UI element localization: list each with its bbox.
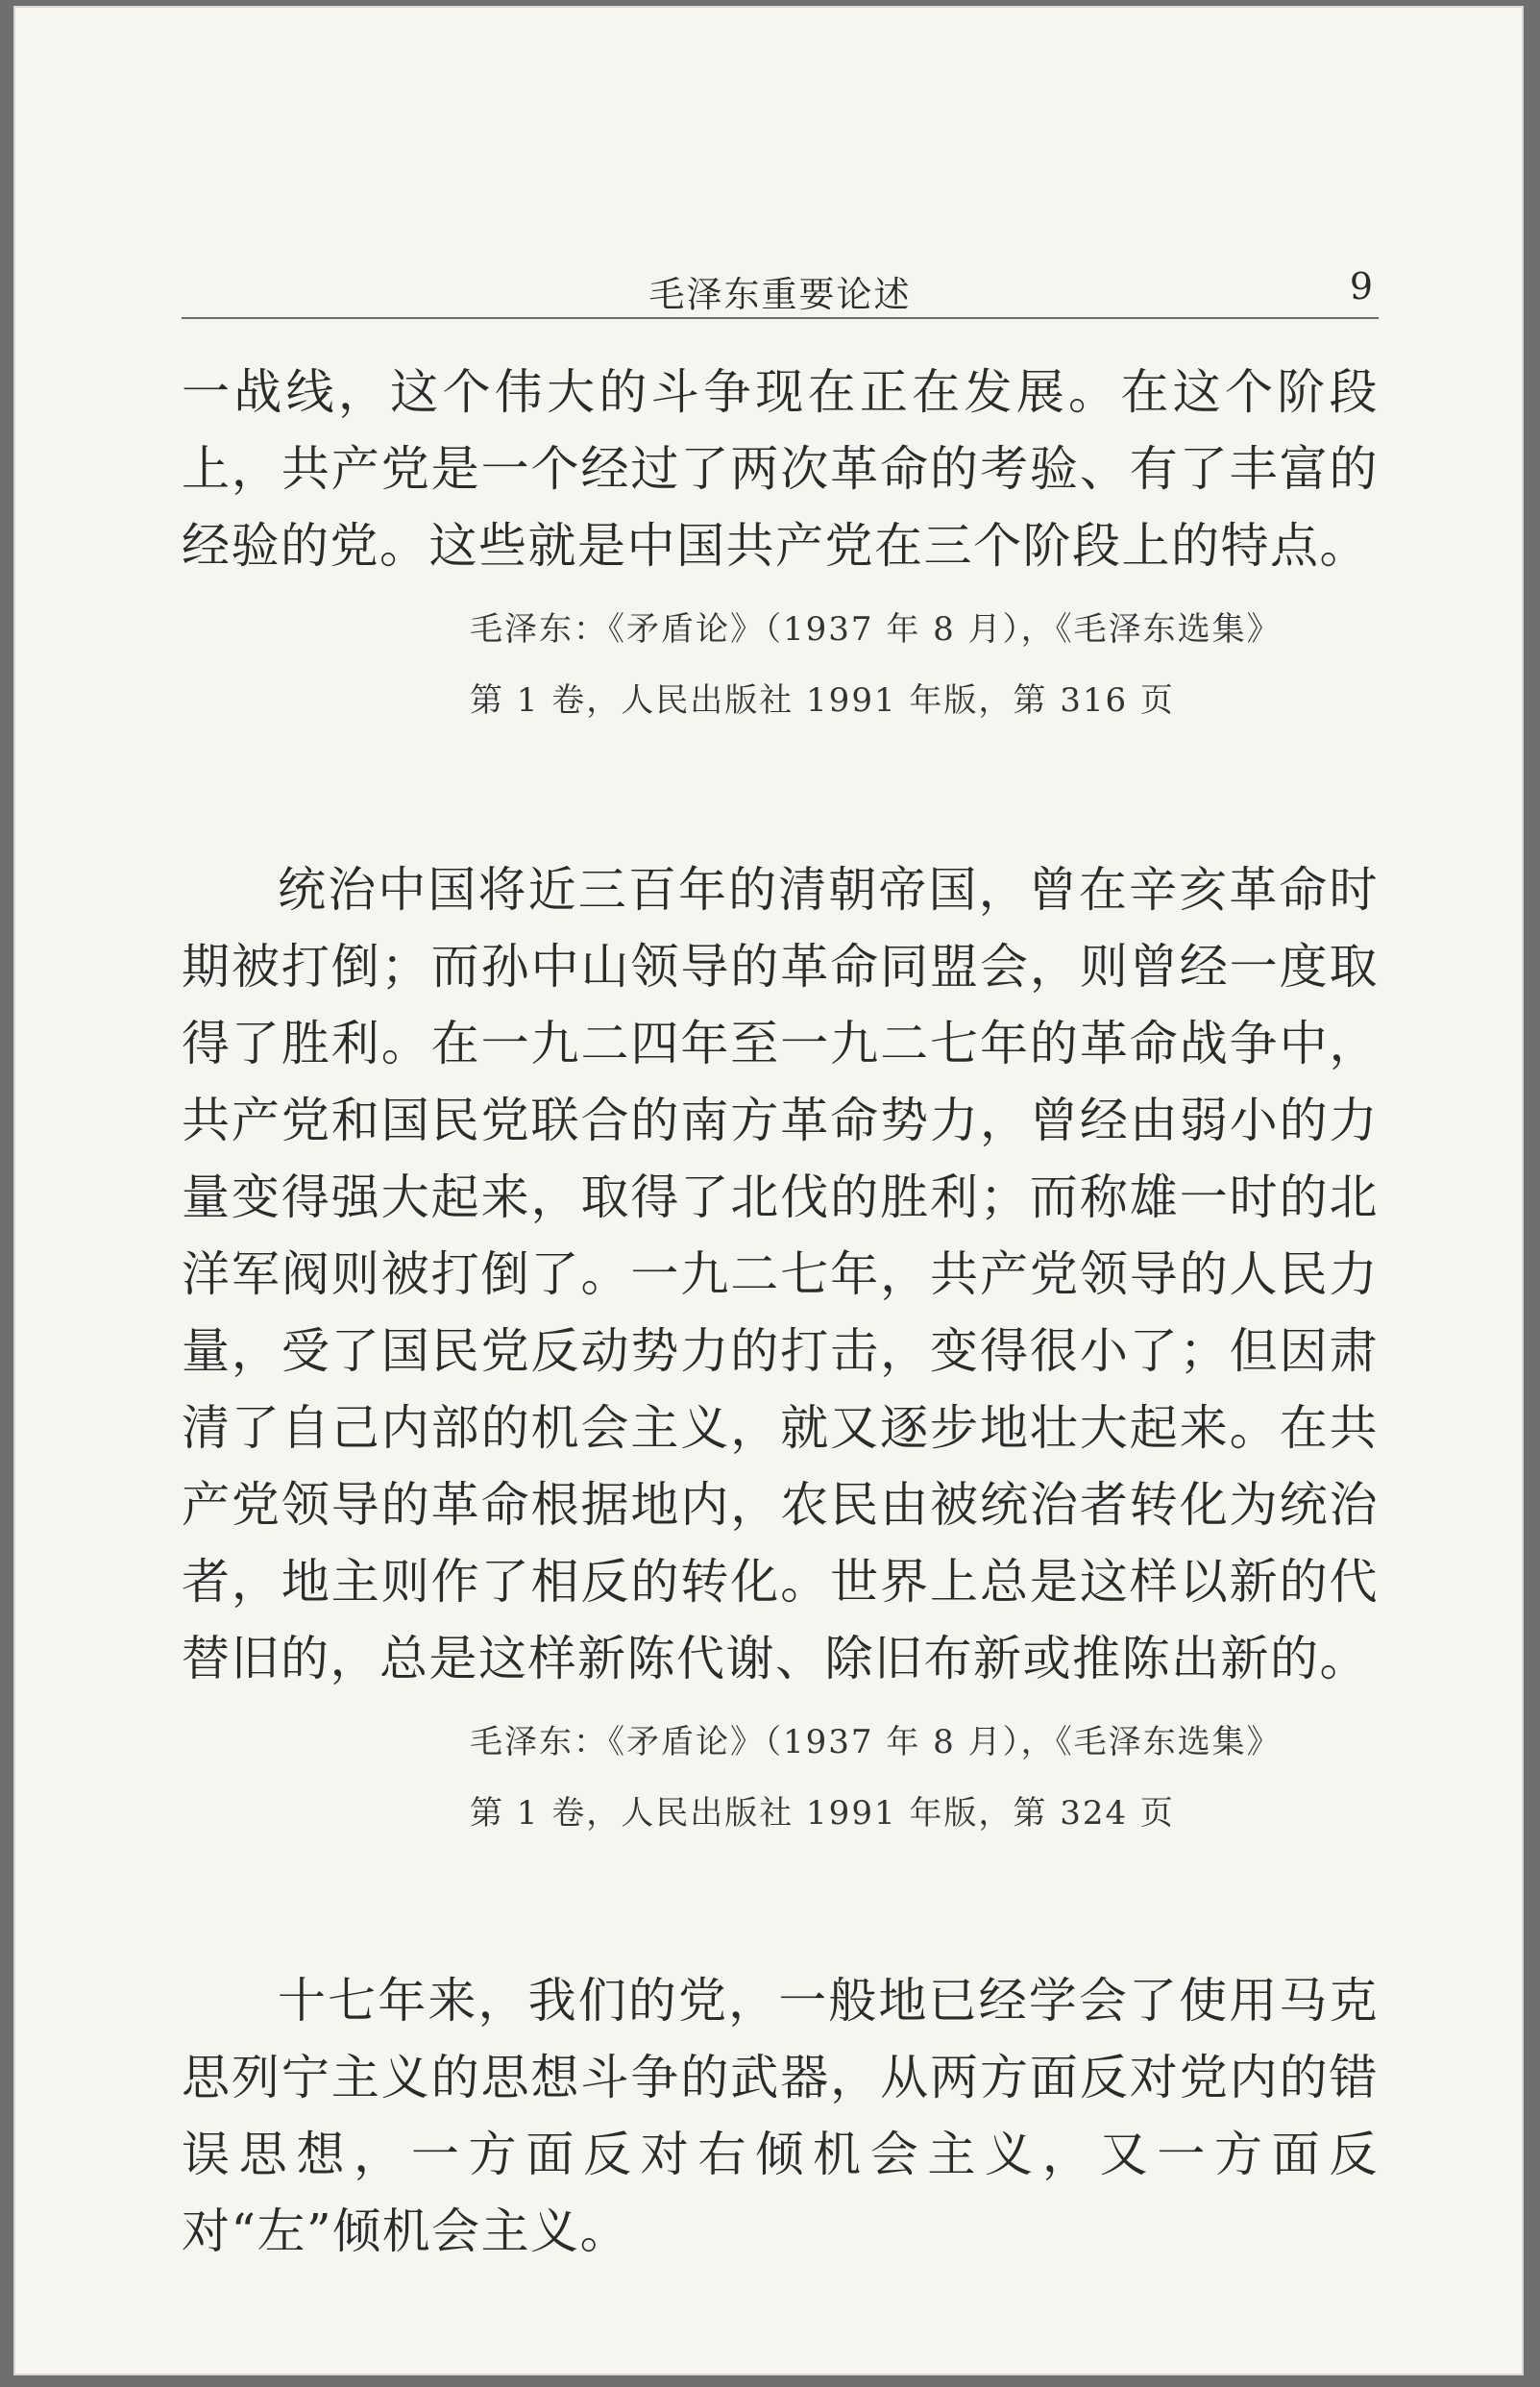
quote-2 (182, 851, 1379, 1849)
page-content (182, 258, 1379, 2270)
running-header (182, 258, 1379, 319)
quote-3 (182, 1962, 1379, 2270)
quote-2-text: 统治中国将近三百年的清朝帝国，曾在辛亥革命时期被打倒；而孙中山领导的革命同盟会，则曾经一度取得了胜利。在一九二四年至一九二七年的革命战争中，共产党和国民党联合的南方革命势力，曾经由弱小的力量变得强大起来，取得了北伐的胜利；而称雄一时的北洋军阀则被打倒了。一九二七年，共产党领导的人民力量，受了国民党反动势力的打击，变得很小了；但因肃清了自己内部的机会主义，就又逐步地壮大起来。在共产党领导的革命根据地内，农民由被统治者转化为统治者，地主则作了相反的转化。世界上总是这样以新的代替旧的，总是这样新陈代谢、除旧布新或推陈出新的。 (182, 862, 1379, 1686)
quote-1-citation (182, 594, 1379, 736)
quote-3-text: 十七年来，我们的党，一般地已经学会了使用马克思列宁主义的思想斗争的武器，从两方面反对党内的错误思想，一方面反对右倾机会主义，又一方面反对“左”倾机会主义。 (182, 1973, 1379, 2259)
quote-1 (182, 354, 1379, 736)
book-page (13, 6, 1524, 2375)
quote-1-citation-line-2: 第 1 卷，人民出版社 1991 年版，第 316 页 (470, 681, 1175, 720)
quote-2-citation-line-2: 第 1 卷，人民出版社 1991 年版，第 324 页 (470, 1794, 1175, 1833)
quote-1-text: 一战线，这个伟大的斗争现在正在发展。在这个阶段上，共产党是一个经过了两次革命的考验、有了丰富的经验的党。这些就是中国共产党在三个阶段上的特点。 (182, 364, 1379, 574)
quote-2-citation (182, 1707, 1379, 1849)
quote-1-citation-line-1: 毛泽东：《矛盾论》（1937 年 8 月），《毛泽东选集》 (470, 610, 1282, 649)
page-number: 9 (1349, 265, 1373, 308)
running-title: 毛泽东重要论述 (648, 274, 912, 315)
quote-2-citation-line-1: 毛泽东：《矛盾论》（1937 年 8 月），《毛泽东选集》 (470, 1723, 1282, 1761)
